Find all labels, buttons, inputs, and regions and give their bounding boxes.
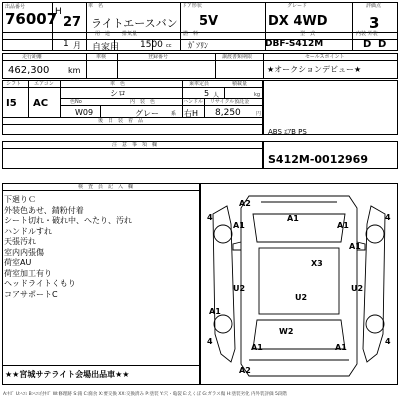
use-value: 自家用 bbox=[92, 43, 120, 53]
lot-number: 76007 bbox=[5, 10, 58, 28]
recycle-label: リサイクル預託金 bbox=[210, 99, 250, 105]
damage-mark: A2 bbox=[239, 366, 251, 375]
mileage-label: 走行距離 bbox=[22, 54, 43, 60]
note-line: 室内内張傷 bbox=[4, 247, 44, 257]
load-unit: kg bbox=[254, 92, 261, 98]
ac-label: エアコン bbox=[34, 81, 54, 87]
doors-value: 5V bbox=[199, 14, 219, 29]
capacity-label: 乗車定員 bbox=[189, 81, 210, 87]
chassis-number: S412M-0012969 bbox=[268, 153, 368, 166]
note-line: ヘッドライトくもり bbox=[4, 279, 76, 288]
damage-mark: A2 bbox=[239, 199, 251, 208]
load-label: 積載量 bbox=[232, 81, 248, 87]
note-line: 天張汚れ bbox=[4, 237, 36, 246]
cc-unit: cc bbox=[166, 43, 172, 49]
interior-color-suffix: 系 bbox=[171, 111, 177, 117]
recycle-value: 8,250 bbox=[215, 108, 241, 118]
color-no-value: W09 bbox=[75, 108, 94, 117]
grade-value: DX 4WD bbox=[268, 14, 328, 29]
damage-mark: U2 bbox=[233, 284, 246, 293]
damage-mark: A1 bbox=[251, 343, 263, 352]
resale-label: 譲渡書類期限 bbox=[222, 54, 253, 60]
equipment-value: ABS ｴｱB PS bbox=[268, 128, 307, 136]
note-line: ハンドルすれ bbox=[4, 226, 52, 236]
damage-mark: A1 bbox=[349, 242, 361, 251]
score-value: 3 bbox=[369, 14, 380, 32]
diagram-frame bbox=[200, 183, 398, 385]
sales-point-value: ★オークションデビュー★ bbox=[267, 65, 362, 74]
damage-mark: X3 bbox=[311, 259, 323, 268]
lot-label: 出品番号 bbox=[5, 4, 26, 10]
color-no-label: 色No bbox=[70, 99, 82, 105]
damage-mark: W2 bbox=[279, 327, 294, 336]
capacity-value: 5 bbox=[204, 89, 210, 98]
use-label: 用 途 bbox=[95, 31, 111, 37]
inner-exterior-label: 内装 外装 bbox=[356, 31, 378, 37]
mark-four: 4 bbox=[385, 213, 391, 222]
exterior-grade: D bbox=[378, 39, 387, 50]
doors-label: ドア形状 bbox=[182, 3, 202, 9]
damage-mark: A1 bbox=[209, 307, 221, 316]
model-label: 車 名 bbox=[88, 3, 104, 9]
mark-four: 4 bbox=[207, 213, 213, 222]
mark-four: 4 bbox=[385, 337, 391, 346]
handle-label: ハンドル bbox=[183, 99, 204, 105]
ac-value: AC bbox=[33, 98, 49, 109]
month-unit: 月 bbox=[73, 41, 81, 50]
venue-note: ★★宮城サテライト会場出品車★★ bbox=[5, 370, 130, 379]
sales-point-label: セールスポイント bbox=[305, 54, 345, 60]
notes-divider bbox=[2, 190, 200, 191]
km-unit: km bbox=[68, 66, 81, 75]
color-value: シロ bbox=[110, 89, 126, 98]
legend-footer: A:ｷｽﾞ U:ﾍｺﾐ B:ﾍｺﾐ付ｷｽﾞ W:修理跡 S:錆 C:腐食 X:要交換 XX:交換済み P:塗装 Y:穴・亀裂 E:えくぼ G:ガラス傷 H:塗装劣化 内外装評価 5段階 bbox=[3, 392, 287, 397]
interior-color-label: 内 装 色 bbox=[130, 99, 156, 105]
fuel-value: ｶﾞｿﾘﾝ bbox=[188, 41, 208, 50]
option-label: 後 日 装 着 品 bbox=[98, 118, 144, 124]
mark-four: 4 bbox=[207, 337, 213, 346]
displacement-value: 1500 bbox=[140, 40, 163, 50]
car-diagram bbox=[201, 184, 397, 384]
note-line: 下廻りＣ bbox=[4, 195, 36, 204]
note-line: コアサポートC bbox=[4, 289, 58, 299]
interior-grade: D bbox=[363, 39, 372, 50]
fuel-label: 燃 料 bbox=[183, 31, 199, 37]
note-line: 外装色あせ、錆粉付着 bbox=[4, 205, 84, 215]
caution-label: 注 意 事 項 欄 bbox=[112, 142, 158, 148]
model-year: 27 bbox=[63, 15, 82, 30]
damage-mark: A1 bbox=[233, 221, 245, 230]
displacement-label: 排気量 bbox=[122, 31, 138, 37]
handle-value: 右H bbox=[184, 109, 199, 118]
inspection-label: 車検 bbox=[96, 54, 107, 60]
damage-mark: U2 bbox=[351, 284, 364, 293]
era-letter: H bbox=[55, 7, 62, 17]
venue-divider bbox=[2, 365, 200, 366]
score-label: 評価点 bbox=[366, 3, 382, 9]
damage-mark: A1 bbox=[337, 221, 349, 230]
shift-label: シフト bbox=[6, 81, 22, 87]
damage-mark: A1 bbox=[335, 343, 347, 352]
mileage-value: 462,300 bbox=[8, 65, 50, 76]
color-label: 車 色 bbox=[110, 81, 126, 87]
model-name: ライトエースバン bbox=[91, 17, 178, 30]
model-month: 1 bbox=[63, 39, 69, 49]
grade-label: グレード bbox=[287, 3, 308, 9]
inspection-title: 検 査 員 記 入 欄 bbox=[78, 184, 134, 190]
damage-mark: U2 bbox=[295, 293, 308, 302]
damage-mark: A1 bbox=[287, 214, 299, 223]
registration-label: 登録番号 bbox=[148, 54, 169, 60]
interior-color-value: グレー bbox=[135, 109, 159, 118]
shift-value: I5 bbox=[6, 98, 17, 109]
caution-divider bbox=[2, 148, 263, 149]
note-line: 荷室加工有り bbox=[4, 268, 52, 278]
capacity-unit: 人 bbox=[213, 92, 220, 99]
note-line: 荷室AU bbox=[4, 258, 32, 267]
note-line: シート切れ・破れ中、へたり、汚れ bbox=[4, 216, 132, 225]
recycle-unit: 円 bbox=[256, 111, 262, 117]
type-value: DBF-S412M bbox=[265, 39, 324, 49]
type-label: 型 式 bbox=[300, 31, 316, 37]
